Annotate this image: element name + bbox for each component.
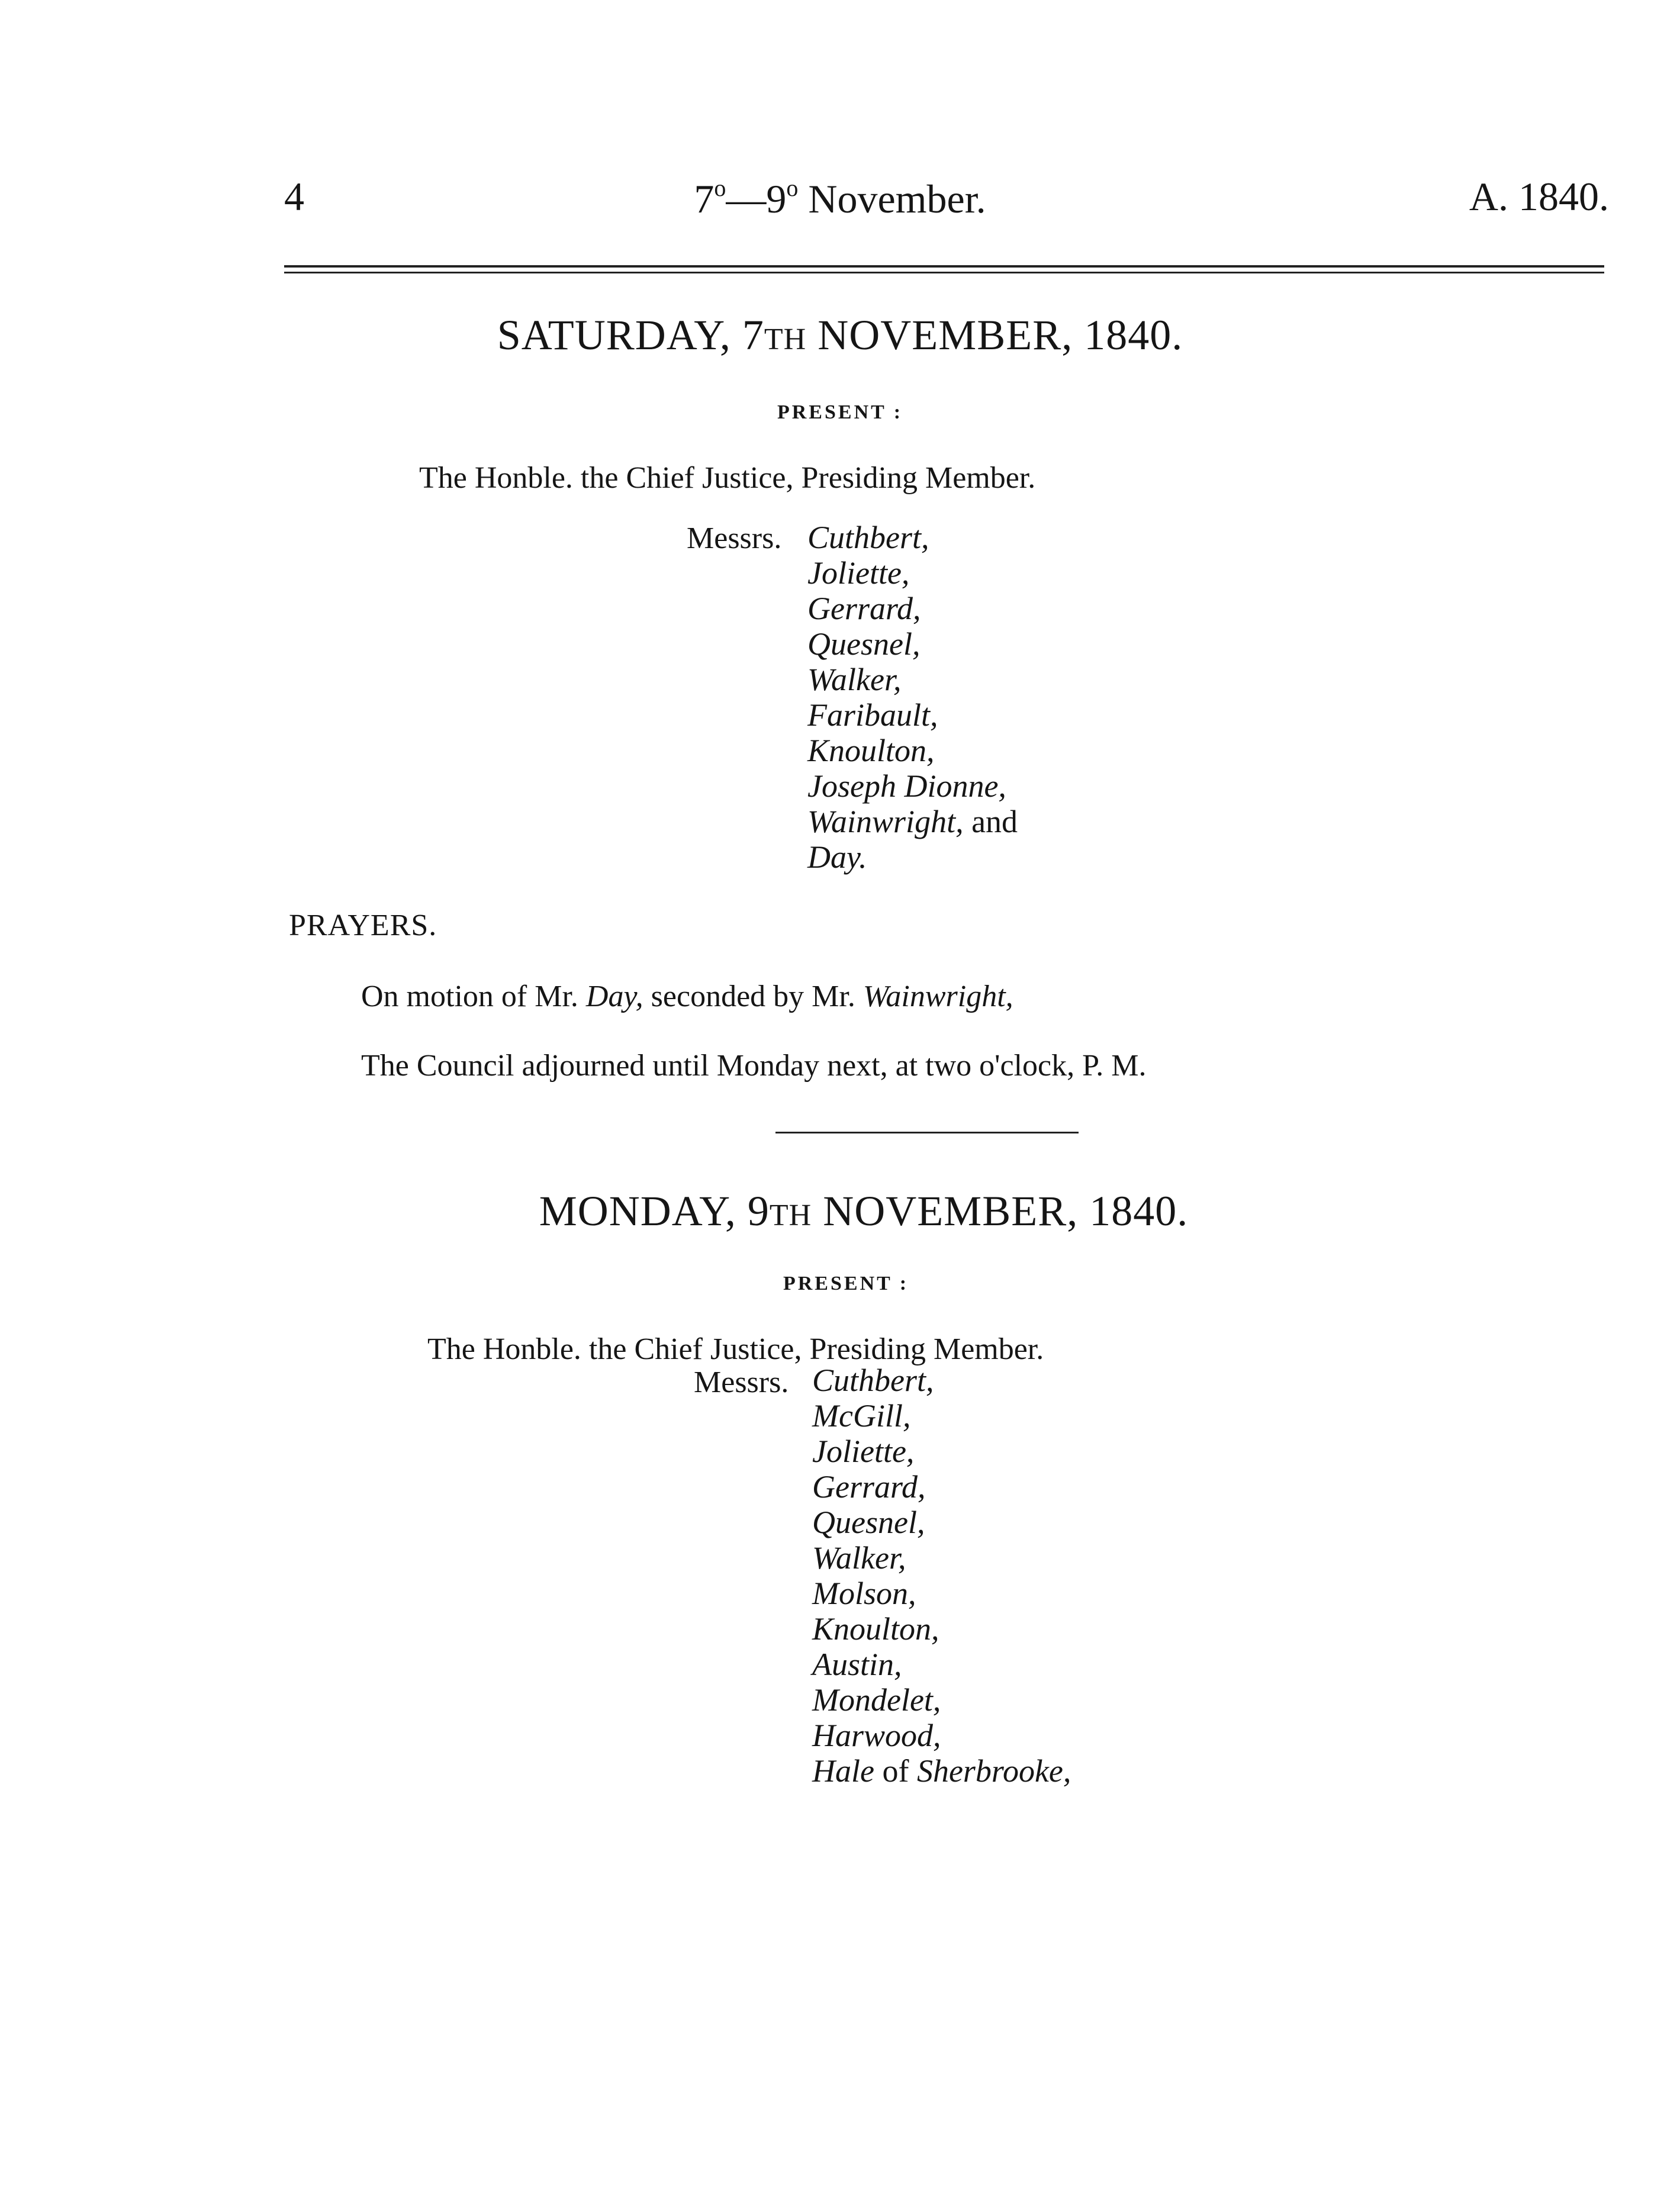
member-name: McGill, <box>812 1398 911 1434</box>
monday-heading: MONDAY, 9TH NOVEMBER, 1840. <box>539 1187 1189 1235</box>
monday-presiding: The Honble. the Chief Justice, Presiding Member. <box>427 1332 1044 1366</box>
saturday-member-list <box>807 520 1018 875</box>
member-name: Joliette, <box>807 555 910 591</box>
member-name: Harwood, <box>812 1718 941 1753</box>
monday-present-label: PRESENT : <box>783 1273 909 1294</box>
saturday-heading: SATURDAY, 7TH NOVEMBER, 1840. <box>497 311 1183 359</box>
member-name: Walker, <box>807 662 902 697</box>
member-name: Cuthbert, <box>812 1363 934 1398</box>
monday-member-list <box>812 1363 1071 1789</box>
member-name: Hale of Sherbrooke, <box>812 1753 1071 1789</box>
section-divider <box>775 1132 1079 1133</box>
saturday-presiding: The Honble. the Chief Justice, Presiding Member. <box>419 461 1036 495</box>
member-name: Quesnel, <box>812 1505 925 1540</box>
member-name: Wainwright, and <box>807 804 1018 839</box>
running-title: 7$^o$—9$^o$ November. <box>694 175 986 221</box>
member-name: Faribault, <box>807 697 938 733</box>
member-name: Austin, <box>812 1647 902 1682</box>
member-name: Gerrard, <box>807 591 921 626</box>
member-name: Mondelet, <box>812 1682 941 1718</box>
member-name: Knoulton, <box>812 1611 939 1647</box>
member-name: Walker, <box>812 1540 906 1576</box>
member-name: Joliette, <box>812 1434 915 1469</box>
member-name: Molson, <box>812 1576 916 1611</box>
adjourned-line: The Council adjourned until Monday next, at two o'clock, P. M. <box>361 1049 1147 1083</box>
page-number: 4 <box>284 174 304 219</box>
monday-messrs-label: Messrs. <box>694 1365 789 1399</box>
motion-line: On motion of Mr. Day, seconded by Mr. Wainwright, <box>361 980 1013 1013</box>
member-name: Cuthbert, <box>807 520 929 555</box>
member-name: Gerrard, <box>812 1469 926 1505</box>
header-year: A. 1840. <box>1469 174 1609 219</box>
prayers-heading: PRAYERS. <box>289 909 437 942</box>
saturday-present-label: PRESENT : <box>777 401 903 423</box>
member-name: Knoulton, <box>807 733 935 768</box>
member-name: Day. <box>807 839 867 875</box>
saturday-messrs-label: Messrs. <box>687 521 782 555</box>
member-name: Quesnel, <box>807 626 921 662</box>
header-rule <box>284 265 1604 273</box>
member-name: Joseph Dionne, <box>807 768 1006 804</box>
